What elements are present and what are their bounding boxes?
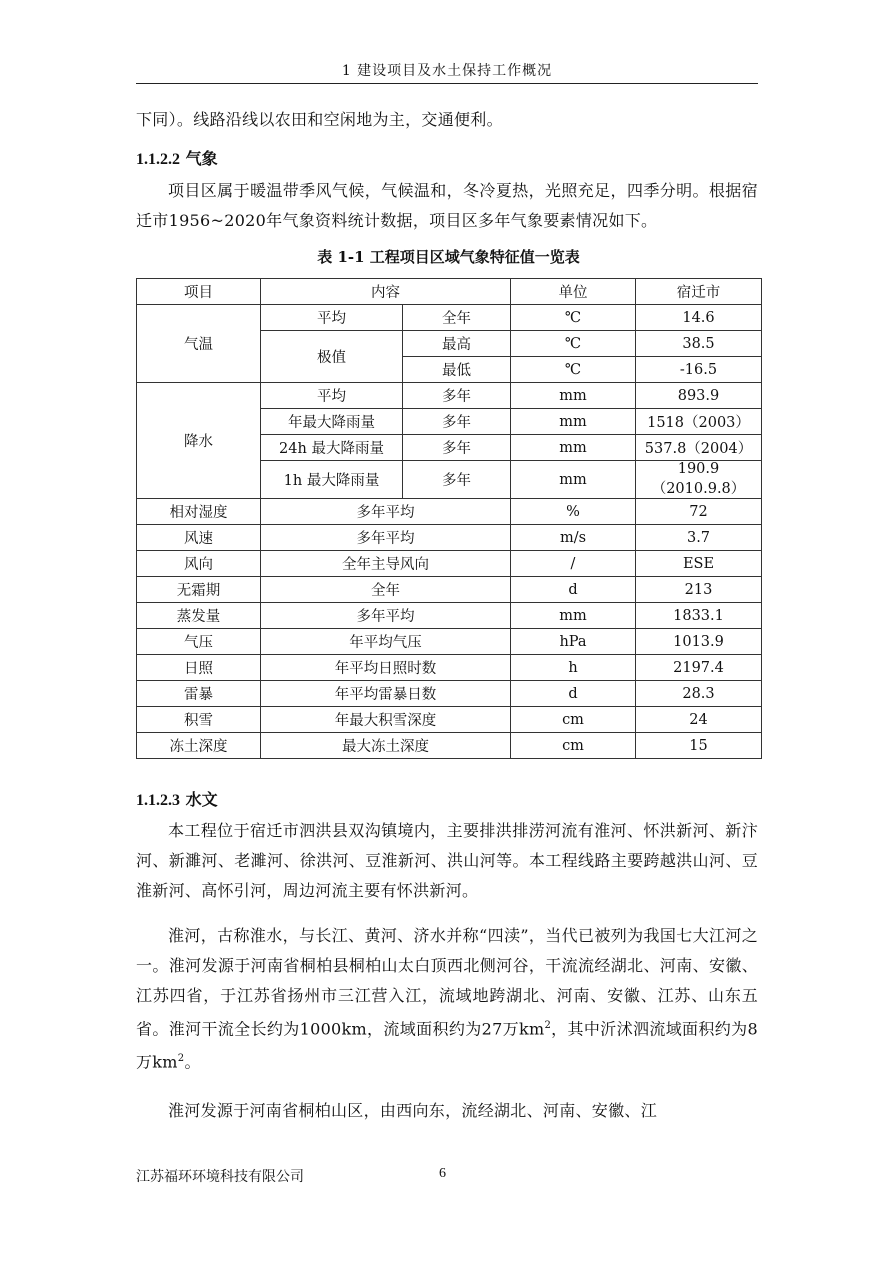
cell-period: 多年 [403, 435, 511, 461]
cell-value: 537.8（2004） [636, 435, 762, 461]
cell-unit: m/s [511, 525, 636, 551]
section-title: 水文 [185, 790, 218, 809]
cell-value: 1833.1 [636, 603, 762, 629]
cell-item: 积雪 [137, 707, 261, 733]
header-value: 宿迁市 [636, 279, 762, 305]
superscript: 2 [544, 1020, 552, 1031]
cell-content: 年最大积雪深度 [261, 707, 511, 733]
cell-value: 1518（2003） [636, 409, 762, 435]
cell-sub-extreme: 极值 [261, 331, 403, 383]
cell-item: 蒸发量 [137, 603, 261, 629]
cell-unit: / [511, 551, 636, 577]
cell-value: 2197.4 [636, 655, 762, 681]
table-row [137, 681, 762, 707]
table-row [137, 629, 762, 655]
cell-unit: cm [511, 733, 636, 759]
header-rule [136, 83, 758, 84]
cell-content: 全年 [261, 577, 511, 603]
cell-unit: h [511, 655, 636, 681]
cell-sub: 平均 [261, 383, 403, 409]
cell-content: 年平均日照时数 [261, 655, 511, 681]
cell-value: 213 [636, 577, 762, 603]
cell-content: 年平均气压 [261, 629, 511, 655]
cell-unit: hPa [511, 629, 636, 655]
cell-item: 无霜期 [137, 577, 261, 603]
hydrology-paragraph-3: 淮河发源于河南省桐柏山区，由西向东，流经湖北、河南、安徽、江 [168, 1101, 658, 1120]
cell-unit: d [511, 681, 636, 707]
cell-item: 日照 [137, 655, 261, 681]
superscript: 2 [177, 1053, 185, 1065]
cell-unit: ℃ [511, 331, 636, 357]
cell-unit: mm [511, 461, 636, 499]
table-row [137, 551, 762, 577]
paragraph-text: 。 [184, 1052, 201, 1072]
cell-item: 风向 [137, 551, 261, 577]
page-number: 6 [439, 1166, 446, 1181]
intro-paragraph: 下同）。线路沿线以农田和空闲地为主，交通便利。 [136, 110, 503, 129]
cell-item: 气压 [137, 629, 261, 655]
header-content: 内容 [261, 279, 511, 305]
cell-period: 最高 [403, 331, 511, 357]
cell-sub: 年最大降雨量 [261, 409, 403, 435]
cell-value: 893.9 [636, 383, 762, 409]
cell-period: 多年 [403, 383, 511, 409]
cell-unit: mm [511, 409, 636, 435]
cell-unit: cm [511, 707, 636, 733]
table-header-row [137, 279, 762, 305]
cell-value: 15 [636, 733, 762, 759]
cell-content: 年平均雷暴日数 [261, 681, 511, 707]
table-row [137, 305, 762, 331]
hydrology-paragraph-1: 本工程位于宿迁市泗洪县双沟镇境内，主要排洪排涝河流有淮河、怀洪新河、新汴河、新濉河、老濉河、徐洪河、豆淮新河、洪山河等。本工程线路主要跨越洪山河、豆淮新河、高怀引河，周边河流主要有怀洪新河。 [136, 821, 758, 900]
cell-value: ESE [636, 551, 762, 577]
table-row [137, 499, 762, 525]
row-label-precipitation: 降水 [137, 383, 261, 499]
paragraph-text: ，其中沂沭泗流域面积约为8万km [136, 1019, 758, 1072]
cell-value: 1013.9 [636, 629, 762, 655]
section-heading-hydrology [136, 787, 218, 810]
section-title: 气象 [185, 149, 218, 168]
cell-unit: % [511, 499, 636, 525]
cell-sub: 1h 最大降雨量 [261, 461, 403, 499]
cell-value: 72 [636, 499, 762, 525]
cell-unit: d [511, 577, 636, 603]
table-row [137, 603, 762, 629]
table-row [137, 577, 762, 603]
table-row [137, 655, 762, 681]
cell-item: 风速 [137, 525, 261, 551]
cell-content: 多年平均 [261, 603, 511, 629]
cell-value: 28.3 [636, 681, 762, 707]
climate-paragraph: 项目区属于暖温带季风气候，气候温和，冬冷夏热，光照充足，四季分明。根据宿迁市1956~2020年气象资料统计数据，项目区多年气象要素情况如下。 [136, 181, 758, 230]
cell-period: 多年 [403, 461, 511, 499]
cell-value: 14.6 [636, 305, 762, 331]
cell-unit: ℃ [511, 305, 636, 331]
cell-period: 多年 [403, 409, 511, 435]
cell-content: 多年平均 [261, 499, 511, 525]
cell-period: 最低 [403, 357, 511, 383]
cell-value: 190.9（2010.9.8） [636, 461, 762, 499]
table-row [137, 733, 762, 759]
cell-content: 全年主导风向 [261, 551, 511, 577]
paragraph-text: 淮河，古称淮水，与长江、黄河、济水并称“四渎”，当代已被列为我国七大江河之一。淮河发源于河南省桐柏县桐柏山太白顶西北侧河谷，干流流经湖北、河南、安徽、江苏四省，于江苏省扬州市三江营入江，流域地跨湖北、河南、安徽、江苏、山东五省。淮河干流全长约为1000km，流域面积约为27万km [136, 926, 758, 1039]
cell-unit: mm [511, 435, 636, 461]
header-unit: 单位 [511, 279, 636, 305]
cell-unit: mm [511, 383, 636, 409]
table-row [137, 383, 762, 409]
section-number: 1.1.2.3 [136, 792, 180, 809]
cell-sub: 24h 最大降雨量 [261, 435, 403, 461]
cell-content: 最大冻土深度 [261, 733, 511, 759]
hydrology-paragraph-2 [136, 921, 758, 1078]
cell-value: 3.7 [636, 525, 762, 551]
cell-content: 多年平均 [261, 525, 511, 551]
page-header: 1 建设项目及水土保持工作概况 [341, 63, 553, 79]
footer-company: 江苏福环环境科技有限公司 [136, 1169, 304, 1185]
cell-value: 24 [636, 707, 762, 733]
cell-unit: ℃ [511, 357, 636, 383]
cell-value: -16.5 [636, 357, 762, 383]
cell-sub: 平均 [261, 305, 403, 331]
cell-unit: mm [511, 603, 636, 629]
table-row [137, 525, 762, 551]
cell-value: 38.5 [636, 331, 762, 357]
section-heading-climate [136, 146, 218, 169]
cell-period: 全年 [403, 305, 511, 331]
cell-item: 相对湿度 [137, 499, 261, 525]
cell-item: 冻土深度 [137, 733, 261, 759]
table-row [137, 707, 762, 733]
row-label-temperature: 气温 [137, 305, 261, 383]
climate-table [136, 278, 762, 759]
table-caption: 表 1-1 工程项目区域气象特征值一览表 [317, 248, 580, 266]
section-number: 1.1.2.2 [136, 151, 180, 168]
header-item: 项目 [137, 279, 261, 305]
cell-item: 雷暴 [137, 681, 261, 707]
